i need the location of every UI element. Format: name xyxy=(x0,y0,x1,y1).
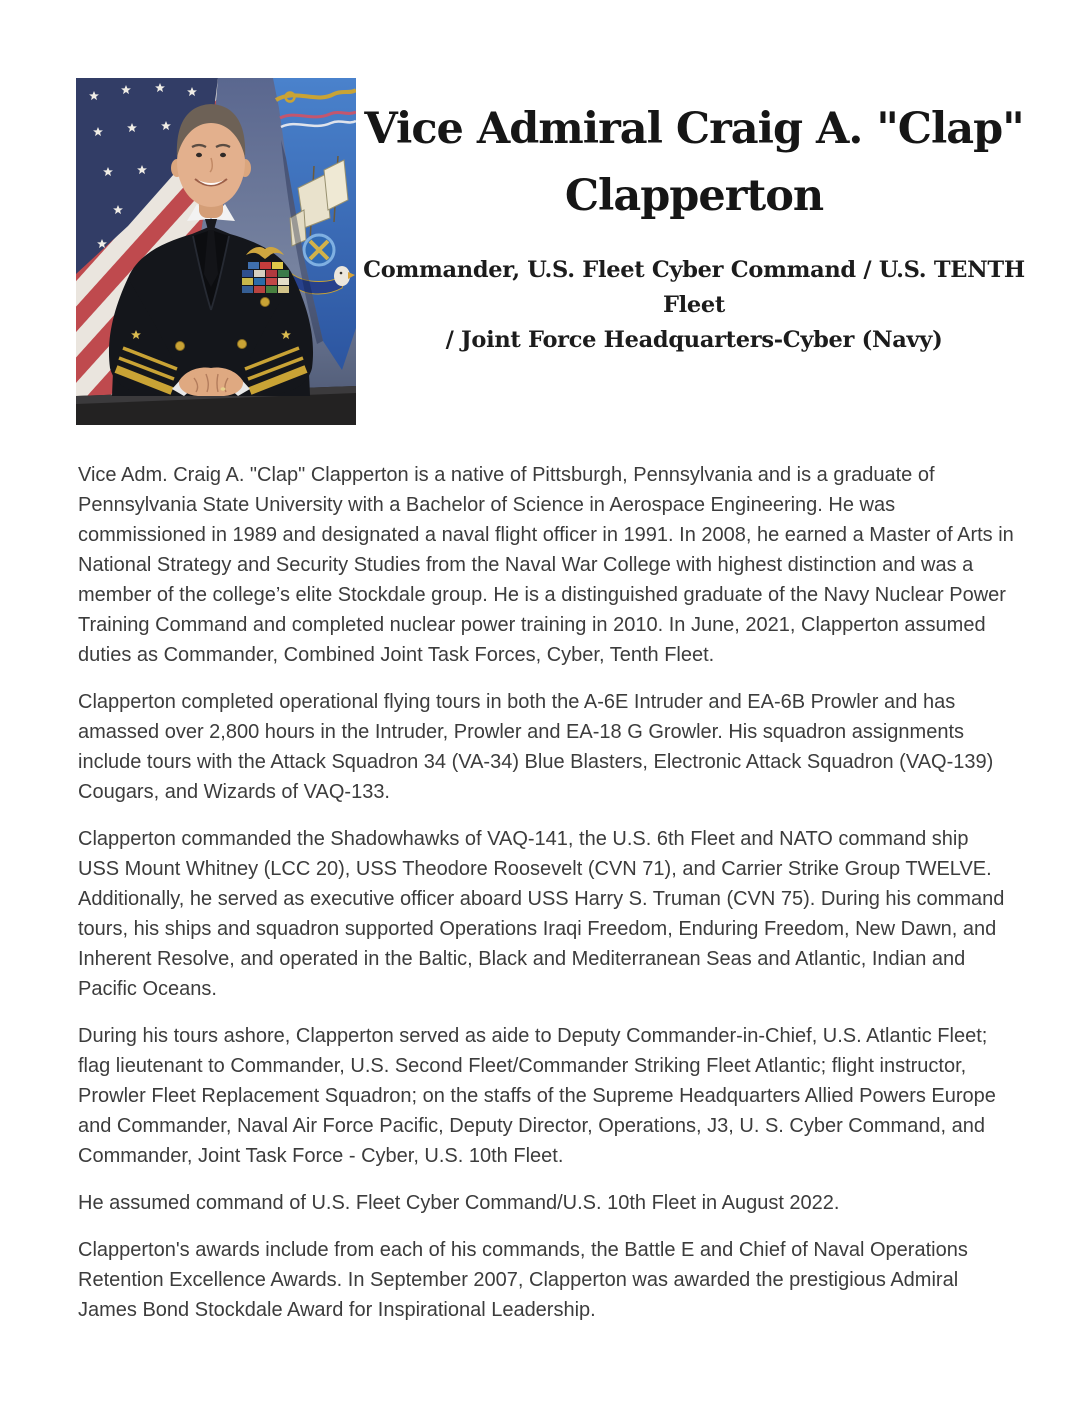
portrait-photo xyxy=(76,78,356,425)
title-line: Clapperton xyxy=(564,171,824,221)
portrait-illustration xyxy=(76,78,356,425)
header xyxy=(352,96,1036,358)
bio-paragraph: Clapperton's awards include from each of his commands, the Battle E and Chief of Naval Operations Retention Excellence Awards. In September 2007, Clapperton was awarded the prestigious Admiral James Bond Stockdale Award for Inspirational Leadership. xyxy=(78,1239,968,1321)
biography-text xyxy=(78,460,1014,1342)
page-title xyxy=(352,96,1036,230)
subtitle-line: / Joint Force Headquarters-Cyber (Navy) xyxy=(445,327,943,353)
bio-paragraph: He assumed command of U.S. Fleet Cyber Command/U.S. 10th Fleet in August 2022. xyxy=(78,1192,840,1214)
bio-paragraph: Clapperton completed operational flying tours in both the A-6E Intruder and EA-6B Prowler and has amassed over 2,800 hours in the Intruder, Prowler and EA-18 G Growler. His squadron assignments include tours with the Attack Squadron 34 (VA-34) Blue Blasters, Electronic Attack Squadron (VAQ-139) Cougars, and Wizards of VAQ-133. xyxy=(78,691,994,803)
page-subtitle xyxy=(352,253,1036,358)
subtitle-line: Commander, U.S. Fleet Cyber Command / U.S. TENTH Fleet xyxy=(363,257,1025,318)
title-line: Vice Admiral Craig A. "Clap" xyxy=(364,104,1024,154)
bio-paragraph: Clapperton commanded the Shadowhawks of VAQ-141, the U.S. 6th Fleet and NATO command ship USS Mount Whitney (LCC 20), USS Theodore Roosevelt (CVN 71), and Carrier Strike Group TWELVE. Additionally, he served as executive officer aboard USS Harry S. Truman (CVN 75). During his command tours, his ships and squadron supported Operations Iraqi Freedom, Enduring Freedom, New Dawn, and Inherent Resolve, and operated in the Baltic, Black and Mediterranean Seas and Atlantic, Indian and Pacific Oceans. xyxy=(78,828,1005,1000)
bio-paragraph: During his tours ashore, Clapperton served as aide to Deputy Commander-in-Chief, U.S. Atlantic Fleet; flag lieutenant to Commander, U.S. Second Fleet/Commander Striking Fleet Atlantic; flight instructor, Prowler Fleet Replacement Squadron; on the staffs of the Supreme Headquarters Allied Powers Europe and Commander, Naval Air Force Pacific, Deputy Director, Operations, J3, U. S. Cyber Command, and Commander, Joint Task Force - Cyber, U.S. 10th Fleet. xyxy=(78,1025,996,1167)
bio-paragraph: Vice Adm. Craig A. "Clap" Clapperton is a native of Pittsburgh, Pennsylvania and is a graduate of Pennsylvania State University with a Bachelor of Science in Aerospace Engineering. He was commissioned in 1989 and designated a naval flight officer in 1991. In 2008, he earned a Master of Arts in National Strategy and Security Studies from the Naval War College with highest distinction and was a member of the college’s elite Stockdale group. He is a distinguished graduate of the Navy Nuclear Power Training Command and completed nuclear power training in 2010. In June, 2021, Clapperton assumed duties as Commander, Combined Joint Task Forces, Cyber, Tenth Fleet. xyxy=(78,464,1014,666)
